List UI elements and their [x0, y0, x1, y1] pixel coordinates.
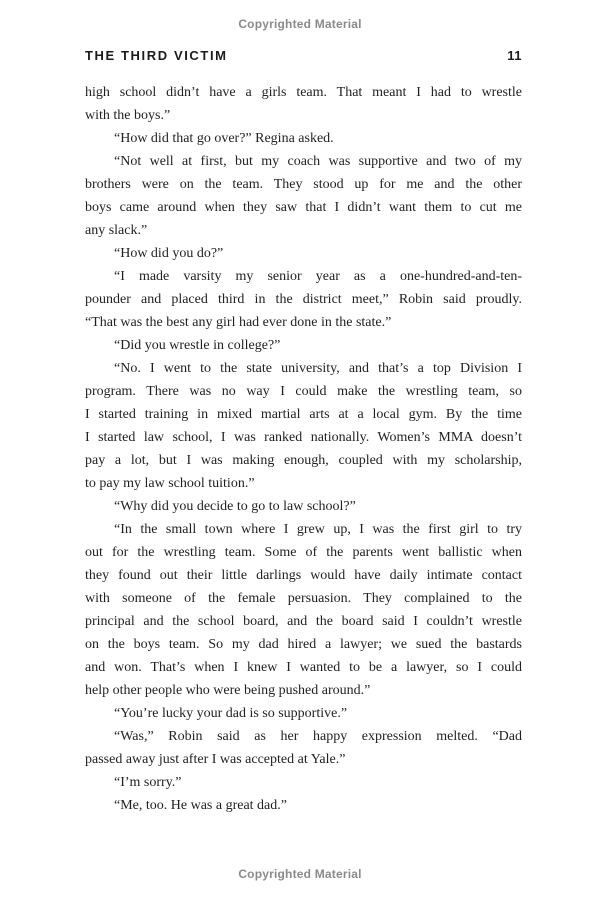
text-line: out for the wrestling team. Some of the parents went ballistic when: [85, 545, 522, 560]
book-title: THE THIRD VICTIM: [85, 48, 228, 63]
text-line: pounder and placed third in the district meet,” Robin said proudly.: [85, 292, 522, 307]
paragraph: [85, 702, 522, 725]
paragraph: [85, 495, 522, 518]
text-line: “Why did you decide to go to law school?”: [114, 499, 356, 514]
page-number: 11: [507, 48, 522, 63]
text-line: with the boys.”: [85, 108, 171, 123]
text-line: “Me, too. He was a great dad.”: [114, 798, 287, 813]
body-text: [85, 81, 522, 817]
paragraph: [85, 265, 522, 334]
text-line: “That was the best any girl had ever done in the state.”: [85, 315, 392, 330]
paragraph: [85, 794, 522, 817]
text-line: brothers were on the team. They stood up for me and the other: [85, 177, 522, 192]
text-line: on the boys team. So my dad hired a lawyer; we sued the bastards: [85, 637, 522, 652]
paragraph: [85, 334, 522, 357]
text-line: “I’m sorry.”: [114, 775, 182, 790]
paragraph: [85, 518, 522, 702]
text-line: “In the small town where I grew up, I was the first girl to try: [114, 522, 522, 537]
paragraph: [85, 242, 522, 265]
text-line: and won. That’s when I knew I wanted to be a lawyer, so I could: [85, 660, 522, 675]
text-line: “Did you wrestle in college?”: [114, 338, 281, 353]
text-line: any slack.”: [85, 223, 148, 238]
paragraph: [85, 150, 522, 242]
text-line: principal and the school board, and the board said I couldn’t wrestle: [85, 614, 522, 629]
text-line: to pay my law school tuition.”: [85, 476, 255, 491]
paragraph: [85, 357, 522, 495]
text-line: “Was,” Robin said as her happy expression melted. “Dad: [114, 729, 522, 744]
paragraph: [85, 127, 522, 150]
text-line: “Not well at first, but my coach was supportive and two of my: [114, 154, 522, 169]
copyright-notice-bottom: Copyrighted Material: [238, 867, 362, 881]
text-line: boys came around when they saw that I didn’t want them to cut me: [85, 200, 522, 215]
paragraph: [85, 771, 522, 794]
text-line: “You’re lucky your dad is so supportive.”: [114, 706, 348, 721]
text-line: “No. I went to the state university, and that’s a top Division I: [114, 361, 522, 376]
text-line: passed away just after I was accepted at Yale.”: [85, 752, 346, 767]
text-line: they found out their little darlings would have daily intimate contact: [85, 568, 522, 583]
running-header: [85, 48, 522, 63]
text-line: help other people who were being pushed around.”: [85, 683, 371, 698]
text-line: program. There was no way I could make the wrestling team, so: [85, 384, 522, 399]
copyright-notice-top: Copyrighted Material: [238, 17, 362, 31]
text-line: I started training in mixed martial arts at a local gym. By the time: [85, 407, 522, 422]
paragraph: [85, 725, 522, 771]
text-line: I started law school, I was ranked nationally. Women’s MMA doesn’t: [85, 430, 522, 445]
text-line: high school didn’t have a girls team. That meant I had to wrestle: [85, 85, 522, 100]
text-line: “I made varsity my senior year as a one-hundred-and-ten-: [114, 269, 522, 284]
text-line: “How did that go over?” Regina asked.: [114, 131, 334, 146]
text-line: pay a lot, but I was making enough, coupled with my scholarship,: [85, 453, 522, 468]
text-line: “How did you do?”: [114, 246, 224, 261]
paragraph: [85, 81, 522, 127]
text-line: with someone of the female persuasion. They complained to the: [85, 591, 522, 606]
